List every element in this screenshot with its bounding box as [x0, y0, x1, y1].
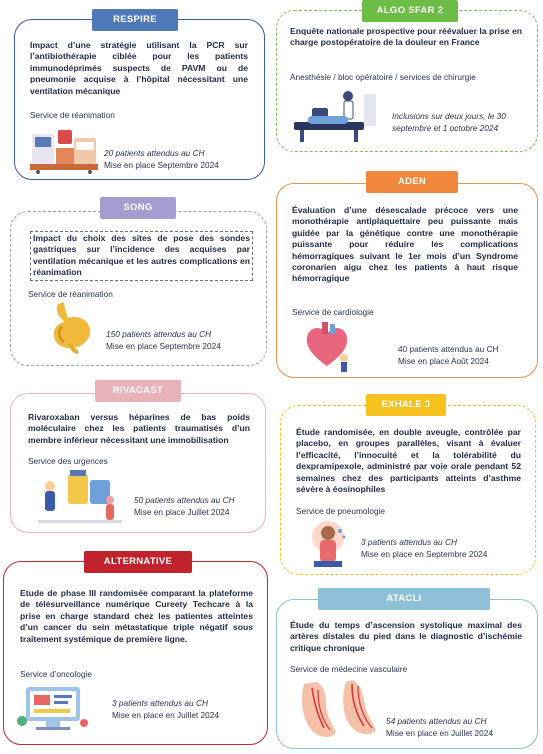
- heart-illustration: [300, 320, 354, 372]
- study-service: Service de pneumologie: [296, 506, 386, 516]
- operating-room-illustration: [290, 88, 380, 144]
- patients-expected: 20 patients attendus au CH: [104, 148, 205, 158]
- start-date: Mise en place Juillet 2024: [134, 507, 230, 518]
- icu-equipment-illustration: [28, 128, 100, 174]
- study-tag-atacli: ATACLI: [318, 588, 490, 610]
- study-service: Service de réanimation: [28, 289, 113, 299]
- study-stats: [134, 494, 235, 518]
- study-tag-aden: ADEN: [366, 171, 458, 193]
- study-stats: [112, 697, 219, 721]
- patients-expected: 3 patients attendus au CH: [361, 537, 457, 547]
- start-date: Mise en place en Juillet 2024: [386, 728, 494, 739]
- study-stats: [392, 110, 526, 134]
- study-tag-algo-sfar-2: ALGO SFAR 2: [362, 0, 458, 22]
- breathing-illustration: [302, 519, 354, 571]
- study-tag-song: SONG: [100, 197, 176, 219]
- study-stats: [106, 328, 221, 352]
- patients-expected: 150 patients attendus au CH: [106, 329, 212, 339]
- patients-expected: 3 patients attendus au CH: [112, 698, 208, 708]
- study-title: Impact du choix des sites de pose des sondes gastriques sur l’incidence des acquises par ventilation mécanique et les autres complications en réanimation: [30, 231, 253, 281]
- medication-illustration: [38, 470, 122, 526]
- study-title: Évaluation d’une désescalade précoce vers une monothérapie antiplaquettaire peu puissante mais guidée par la génétique contre une monothérapie puissante pour réduire les complications hémorragiques suivant le 1er mois d’un Syndrome coronarien aigu chez les patients à haut risque hémorragique: [292, 205, 518, 284]
- patients-expected: 40 patients attendus au CH: [398, 344, 499, 354]
- study-stats: [104, 147, 219, 171]
- study-title: Impact d’une stratégie utilisant la PCR sur l’antibiothérapie ciblée pour les patients immunodéprimés suspects de PAVM ou de pneumonie acquise à l’hôpital nécessitant une ventilation mécanique: [30, 40, 248, 96]
- start-date: Mise en place Août 2024: [398, 356, 489, 367]
- study-title: Rivaroxaban versus héparines de bas poids moléculaire chez les patients traumatisés d’un membre inférieur nécessitant une immobilisation: [28, 412, 250, 445]
- start-date: Mise en place en Septembre 2024: [361, 549, 488, 560]
- study-service: Service de réanimation: [30, 110, 115, 120]
- stomach-illustration: [44, 300, 96, 354]
- feet-vessels-illustration: [292, 680, 380, 742]
- study-tag-rivacast: RIVACAST: [95, 380, 181, 402]
- study-service: Service des urgences: [28, 456, 108, 466]
- study-tag-respire: RESPIRE: [92, 9, 178, 31]
- patients-expected: 50 patients attendus au CH: [134, 495, 235, 505]
- start-date: Mise en place Septembre 2024: [104, 160, 219, 171]
- study-service: Service de médecine vasculaire: [290, 664, 408, 674]
- study-stats: [398, 343, 499, 367]
- start-date: Mise en place Septembre 2024: [106, 341, 221, 352]
- study-tag-exhale-3: EXHALE 3: [366, 394, 446, 416]
- study-stats: [361, 536, 487, 560]
- study-service: Service de cardiologie: [292, 307, 374, 317]
- start-date: Mise en place en Juillet 2024: [112, 710, 220, 721]
- study-title: Étude du temps d’ascension systolique maximal des artères distales du pied dans le diagnostic d’ischémie critique chronique: [290, 620, 522, 653]
- study-service: Service d’oncologie: [20, 669, 92, 679]
- patients-expected: 54 patients attendus au CH: [386, 716, 487, 726]
- study-service: Anesthésie / bloc opératoire / services de chirurgie: [290, 72, 476, 82]
- study-tag-alternative: ALTERNATIVE: [84, 551, 192, 573]
- study-title: Enquête nationale prospective pour réévaluer la prise en charge postopératoire de la douleur en France: [290, 26, 522, 48]
- telemonitoring-illustration: [16, 683, 90, 733]
- study-title: Etude de phase III randomisée comparant la plateforme de télésurveillance numérique Cureety Techcare à la prise en charge standard chez les patientes atteintes d’un cancer du sein métastatique triple négatif sous traitement systémique de première ligne.: [20, 588, 253, 644]
- study-title: Étude randomisée, en double aveugle, contrôlée par placebo, en groupes parallèles, visant à évaluer l’efficacité, l’innocuité et la tolérabilité du dexpramipexole, administré par voie orale pendant 52 semaines chez des participants atteints d’asthme sévère à éosinophiles: [296, 427, 521, 495]
- study-stats: [386, 715, 493, 739]
- patients-expected: Inclusions sur deux jours, le 30 septembre et 1 octobre 2024: [392, 111, 506, 134]
